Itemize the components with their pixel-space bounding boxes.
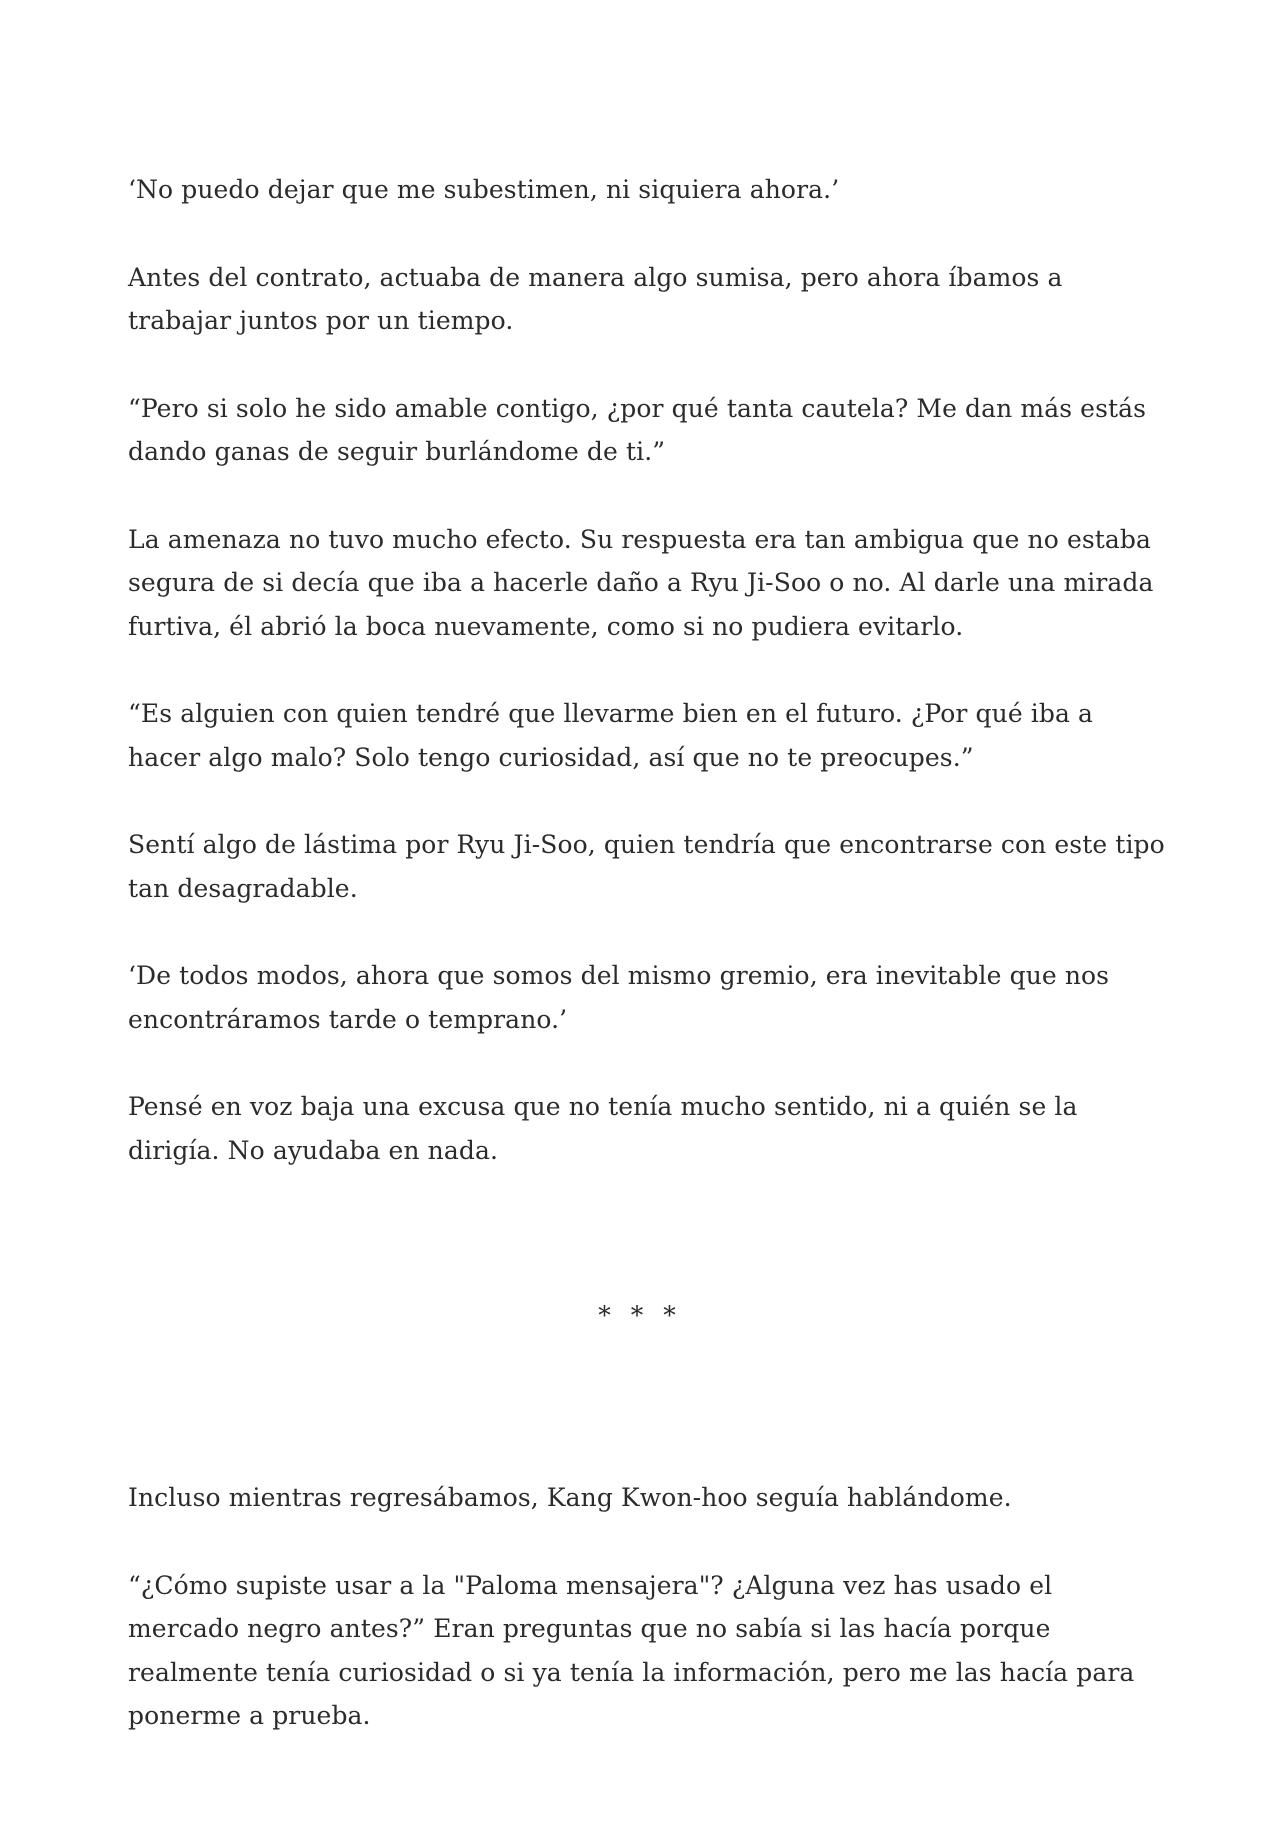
scene-separator: * * * (598, 1301, 682, 1330)
paragraph: “Es alguien con quien tendré que llevarme bien en el futuro. ¿Por qué iba a hacer algo malo? Solo tengo curiosidad, así que no te preocupes.” (128, 699, 1094, 772)
paragraph: Sentí algo de lástima por Ryu Ji-Soo, quien tendría que encontrarse con este tipo tan desagradable. (128, 830, 1165, 903)
section-two (128, 1476, 1168, 1782)
paragraph: Incluso mientras regresábamos, Kang Kwon-hoo seguía hablándome. (128, 1483, 1012, 1512)
paragraph: Antes del contrato, actuaba de manera algo sumisa, pero ahora íbamos a trabajar juntos por un tiempo. (128, 262, 1063, 335)
paragraph: “¿Cómo supiste usar a la "Paloma mensajera"? ¿Alguna vez has usado el mercado negro antes?” Eran preguntas que no sabía si las hacía porque realmente tenía curiosidad o si ya tenía la información, pero me las hacía para ponerme a prueba. (128, 1570, 1135, 1730)
paragraph: La amenaza no tuvo mucho efecto. Su respuesta era tan ambigua que no estaba segura de si decía que iba a hacerle daño a Ryu Ji-Soo o no. Al darle una mirada furtiva, él abrió la boca nuevamente, como si no pudiera evitarlo. (128, 524, 1154, 641)
paragraph: Pensé en voz baja una excusa que no tenía mucho sentido, ni a quién se la dirigía. No ayudaba en nada. (128, 1092, 1078, 1165)
paragraph: ‘De todos modos, ahora que somos del mismo gremio, era inevitable que nos encontráramos tarde o temprano.’ (128, 961, 1110, 1034)
paragraph: ‘No puedo dejar que me subestimen, ni siquiera ahora.’ (128, 175, 840, 204)
paragraph: “Pero si solo he sido amable contigo, ¿por qué tanta cautela? Me dan más estás dando ganas de seguir burlándome de ti.” (128, 393, 1147, 466)
section-one (128, 168, 1168, 1216)
